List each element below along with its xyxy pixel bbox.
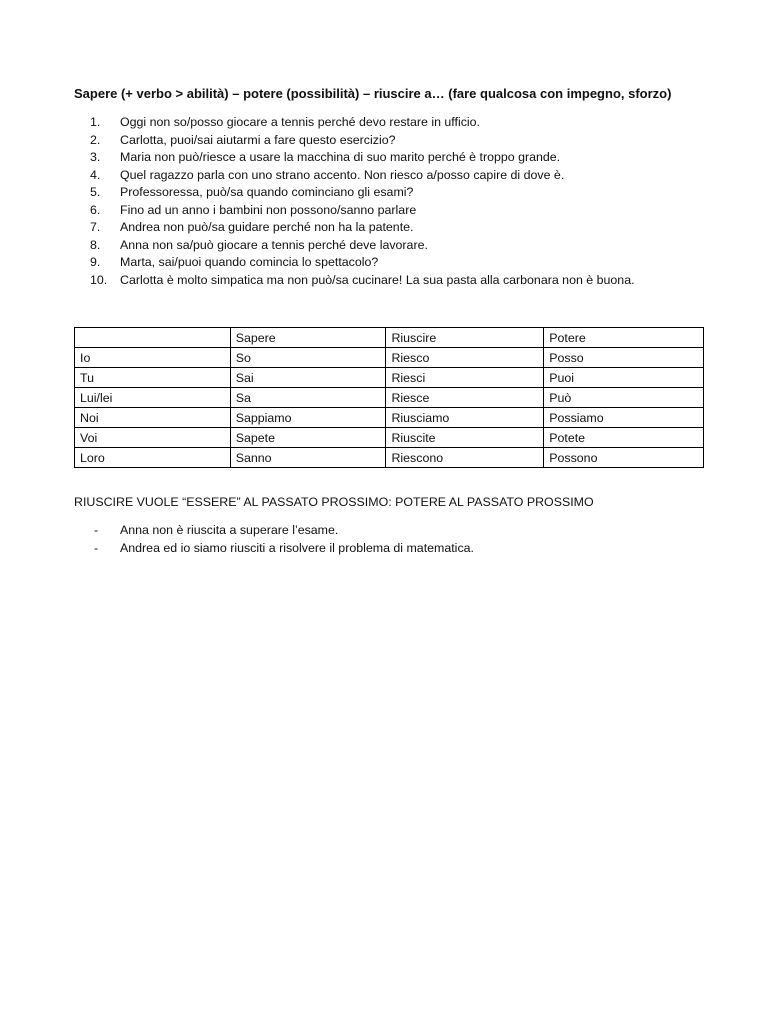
table-cell: Possono <box>544 448 704 468</box>
table-row <box>75 428 704 448</box>
table-cell: Può <box>544 388 704 408</box>
section-title: RIUSCIRE VUOLE “ESSERE” AL PASSATO PROSSIMO: POTERE AL PASSATO PROSSIMO <box>74 495 594 509</box>
table-cell: So <box>230 348 386 368</box>
item-text: Marta, sai/puoi quando comincia lo spettacolo? <box>120 255 379 269</box>
table-cell: Riesco <box>386 348 544 368</box>
table-cell: Io <box>75 348 231 368</box>
list-item <box>74 219 714 237</box>
list-item <box>74 167 714 185</box>
table-cell: Sa <box>230 388 386 408</box>
item-number: 3. <box>90 150 101 164</box>
list-item <box>74 132 714 150</box>
table-cell: Possiamo <box>544 408 704 428</box>
table-cell: Sapete <box>230 428 386 448</box>
table-row <box>75 368 704 388</box>
item-text: Anna non sa/può giocare a tennis perché deve lavorare. <box>120 237 428 252</box>
item-number: 2. <box>90 132 101 147</box>
table-cell: Sai <box>230 368 386 388</box>
table-header-cell: Sapere <box>230 328 386 348</box>
table-cell: Sanno <box>230 448 386 468</box>
item-number: 1. <box>90 115 101 129</box>
list-item <box>74 254 714 272</box>
table-cell: Noi <box>75 408 231 428</box>
list-item <box>74 272 714 290</box>
table-row <box>75 448 704 468</box>
table-header-row <box>75 328 704 348</box>
table-cell: Sappiamo <box>230 408 386 428</box>
table-row <box>75 408 704 428</box>
table-cell: Potete <box>544 428 704 448</box>
table-cell: Riesci <box>386 368 544 388</box>
list-item <box>74 540 474 558</box>
table-cell: Tu <box>75 368 231 388</box>
item-text: Maria non può/riesce a usare la macchina di suo marito perché è troppo grande. <box>120 150 561 164</box>
table-header-cell: Potere <box>544 328 704 348</box>
item-number: 8. <box>90 237 101 252</box>
table-cell: Riesce <box>386 388 544 408</box>
example-list <box>74 522 474 557</box>
item-number: 5. <box>90 185 101 199</box>
table-header-cell: Riuscire <box>386 328 544 348</box>
dash-marker: - <box>94 540 99 555</box>
item-text: Anna non è riuscita a superare l’esame. <box>120 523 339 537</box>
list-item <box>74 114 714 132</box>
table-cell: Lui/lei <box>75 388 231 408</box>
item-text: Fino ad un anno i bambini non possono/sanno parlare <box>120 202 417 217</box>
item-number: 7. <box>90 220 101 234</box>
item-number: 10. <box>90 272 108 287</box>
item-text: Carlotta, puoi/sai aiutarmi a fare questo esercizio? <box>120 132 396 147</box>
table-cell: Riuscite <box>386 428 544 448</box>
item-text: Carlotta è molto simpatica ma non può/sa cucinare! La sua pasta alla carbonara non è buona. <box>120 272 635 287</box>
item-text: Quel ragazzo parla con uno strano accento. Non riesco a/posso capire di dove è. <box>120 167 565 182</box>
table-cell: Posso <box>544 348 704 368</box>
table-cell: Riusciamo <box>386 408 544 428</box>
item-text: Andrea ed io siamo riusciti a risolvere il problema di matematica. <box>120 540 474 555</box>
list-item <box>74 149 714 167</box>
item-text: Oggi non so/posso giocare a tennis perché devo restare in ufficio. <box>120 115 481 129</box>
table-header-cell <box>75 328 231 348</box>
list-item <box>74 237 714 255</box>
table-cell: Voi <box>75 428 231 448</box>
table-cell: Loro <box>75 448 231 468</box>
exercise-list <box>74 114 714 289</box>
table-row <box>75 388 704 408</box>
table-cell: Puoi <box>544 368 704 388</box>
list-item <box>74 184 714 202</box>
item-number: 4. <box>90 167 101 182</box>
dash-marker: - <box>94 523 99 537</box>
page-heading: Sapere (+ verbo > abilità) – potere (possibilità) – riuscire a… (fare qualcosa con impegno, sforzo) <box>74 86 672 101</box>
list-item <box>74 522 474 540</box>
list-item <box>74 202 714 220</box>
item-number: 6. <box>90 202 101 217</box>
item-number: 9. <box>90 255 101 269</box>
item-text: Andrea non può/sa guidare perché non ha la patente. <box>120 220 414 234</box>
table-cell: Riescono <box>386 448 544 468</box>
item-text: Professoressa, può/sa quando cominciano gli esami? <box>120 185 414 199</box>
conjugation-table <box>74 327 704 468</box>
table-row <box>75 348 704 368</box>
